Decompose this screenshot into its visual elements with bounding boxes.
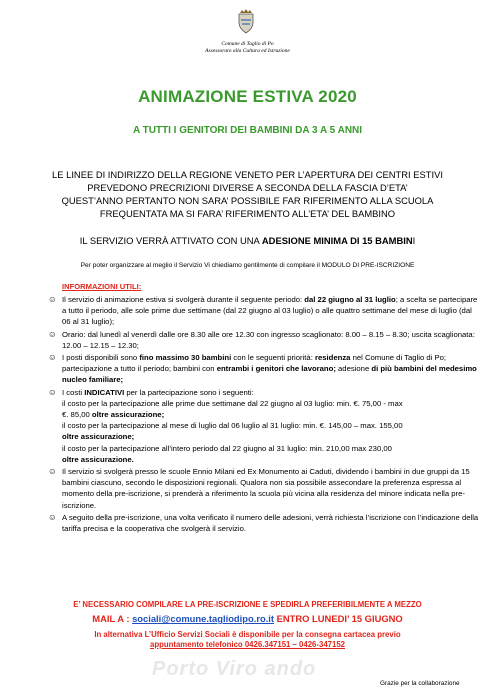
item-text: ; a scelta se partecipare a tutto il periodo, alle sole prime due settimane (dal 22 giugno al 03 luglio) o alle quattro settimane del mese di luglio (dal 06 al 31 luglio);	[62, 295, 478, 327]
item-text: per la partecipazione sono i seguenti:	[124, 387, 254, 397]
page-subtitle: A TUTTI I GENITORI DEI BAMBINI DA 3 A 5 ANNI	[132, 125, 363, 136]
intro-line: FREQUENTATA MA SI FARA’ RIFERIMENTO ALL’ETA’ DEL BAMBINO	[99, 208, 396, 219]
mail-line	[0, 613, 495, 624]
list-item	[48, 512, 480, 534]
smiley-icon: ☺	[48, 466, 57, 477]
service-minimum: ADESIONE MINIMA DI 15 BAMBIN	[261, 235, 413, 246]
service-suffix: I	[412, 235, 416, 246]
cost-amount: €. 85,00	[62, 410, 92, 420]
list-item	[48, 329, 480, 351]
cost-note: oltre assicurazione;	[62, 432, 135, 442]
deadline: ENTRO LUNEDI’ 15 GIUGNO	[274, 613, 403, 624]
item-bold: di più bambini del medesimo nucleo familiare;	[62, 364, 477, 385]
cost-row: il costo per la partecipazione al mese di luglio dal 06 luglio al 31 luglio: min. €. 145,00 – max. 155,00	[62, 421, 403, 431]
item-bold: residenza	[314, 353, 351, 363]
smiley-icon: ☺	[48, 328, 57, 339]
submission-instruction: E’ NECESSARIO COMPILARE LA PRE-ISCRIZIONE E SPEDIRLA PREFERIBILMENTE A MEZZO	[73, 600, 422, 609]
item-text: con le seguenti priorità:	[231, 353, 315, 363]
item-text: A seguito della pre-iscrizione, una volta verificato il numero delle adesioni, verrà richiesta l’iscrizione con l’indicazione della tariffa precisa e la cooperativa che svolgerà il servizio.	[62, 512, 479, 534]
watermark: Porto Viro ando	[152, 658, 317, 680]
intro-line: LE LINEE DI INDIRIZZO DELLA REGIONE VENETO PER L’APERTURA DEI CENTRI ESTIVI	[52, 169, 443, 180]
item-text: Il servizio si svolgerà presso le scuole Ennio Milani ed Ex Monumento ai Caduti, dividendo i bambini in due gruppi da 15 bambini ciascuno, secondo le disposizioni regionali. Qualora non sia possibile assecondare la preferenza espressa al momento della pre-iscrizione, si prenderà a riferimento la scuola più vicina alla residenza del minore indicata nella pre-iscrizione.	[62, 467, 470, 510]
thanks-note: Grazie per la collaborazione	[380, 680, 460, 687]
page-title: ANIMAZIONE ESTIVA 2020	[138, 87, 357, 106]
item-text: Orario: dal lunedì al venerdì dalle ore 8.30 alle ore 12.30 con ingresso scaglionato: 8.00 – 8.15 – 8.30; uscita scaglionata: 12.00 – 12.15 – 12.30;	[62, 329, 475, 350]
info-heading: INFORMAZIONI UTILI:	[62, 282, 142, 291]
item-text: I posti disponibili sono	[62, 353, 140, 363]
smiley-icon: ☺	[48, 511, 57, 522]
info-list	[48, 294, 480, 535]
service-prefix: IL SERVIZIO VERRÀ ATTIVATO CON UNA	[79, 235, 262, 246]
intro-paragraph	[30, 168, 465, 220]
alternative-line: In alternativa L’Ufficio Servizi Sociali è disponibile per la consegna cartacea previo	[94, 630, 401, 639]
municipality-name: Comune di Taglio di Po	[221, 41, 274, 47]
item-bold: fino massimo 30 bambini	[139, 353, 232, 363]
list-item	[48, 387, 480, 465]
item-text: I costi	[62, 387, 85, 397]
cost-note: oltre assicurazione;	[91, 410, 165, 420]
smiley-icon: ☺	[48, 352, 57, 363]
list-item	[48, 294, 480, 328]
municipal-crest-icon	[236, 8, 256, 34]
service-activation-note	[0, 235, 495, 246]
alternative-delivery	[0, 630, 495, 650]
cost-note: oltre assicurazione.	[62, 454, 134, 464]
item-text: nel Comune di Taglio di Po; partecipazione a tutto il periodo; bambini con	[62, 353, 447, 374]
item-text: Il servizio di animazione estiva si svolgerà durante il seguente periodo:	[62, 295, 305, 304]
department-name: Assessorato alla Cultura ed Istruzione	[205, 48, 290, 54]
pre-registration-note: Per poter organizzare al meglio il Servizio Vi chiediamo gentilmente di compilare il MODULO DI PRE-ISCRIZIONE	[80, 262, 415, 269]
intro-line: QUEST’ANNO PERTANTO NON SARA’ POSSIBILE FAR RIFERIMENTO ALLA SCUOLA	[61, 195, 434, 206]
list-item	[48, 352, 480, 386]
item-bold: entrambi i genitori che lavorano;	[216, 364, 336, 374]
item-bold: INDICATIVI	[84, 387, 125, 397]
email-link[interactable]: sociali@comune.tagliodipo.ro.it	[132, 613, 275, 624]
item-text: adesione	[335, 364, 372, 374]
cost-row: il costo per la partecipazione alle prime due settimane dal 22 giugno al 03 luglio: min. €. 75,00 - max	[62, 398, 403, 408]
list-item	[48, 466, 480, 511]
intro-line: PREVEDONO PRECRIZIONI DIVERSE A SECONDA DELLA FASCIA D’ETA’	[87, 182, 408, 193]
mail-prefix: MAIL A :	[92, 613, 133, 624]
phone-line: appuntamento telefonico 0426.347151 – 0426-347152	[149, 640, 346, 649]
smiley-icon: ☺	[48, 294, 57, 304]
item-bold: dal 22 giugno al 31 luglio	[304, 295, 396, 304]
cost-row: il costo per la partecipazione all’intero periodo dal 22 giugno al 31 luglio: min. 210,00 max 230,00	[62, 443, 392, 453]
smiley-icon: ☺	[48, 386, 57, 397]
